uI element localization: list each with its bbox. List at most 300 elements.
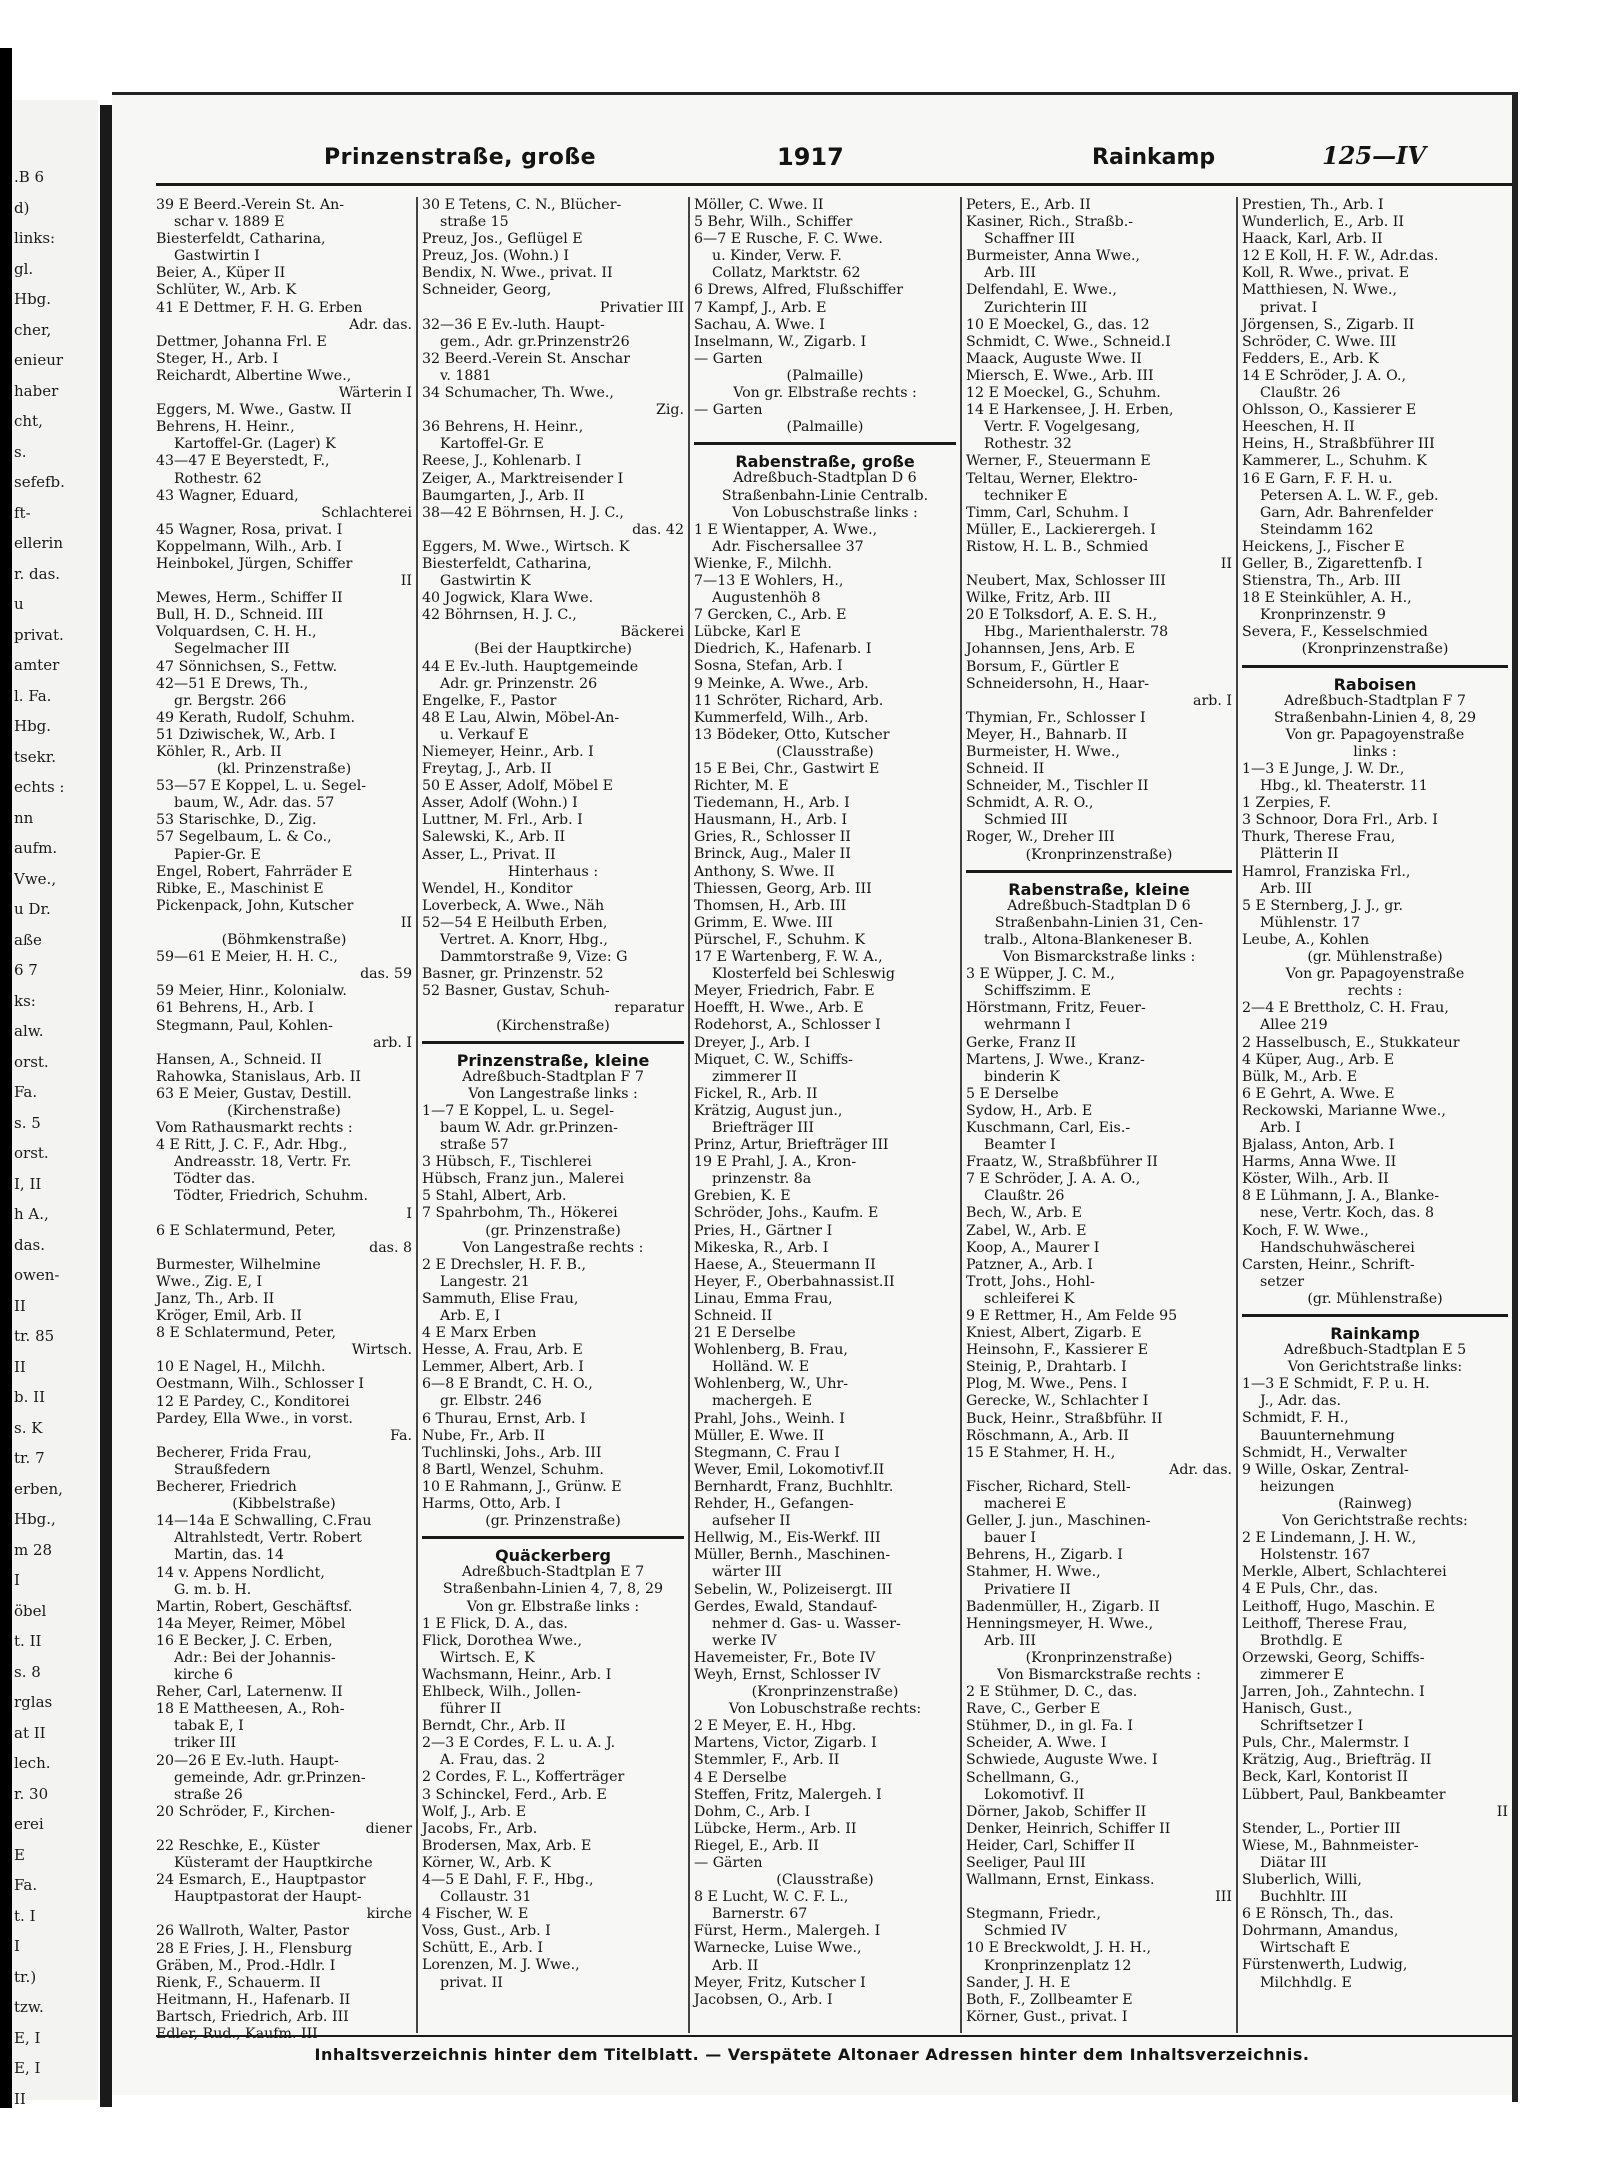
resident-entry: Wachsmann, Heinr., Arb. I <box>422 1666 612 1683</box>
resident-entry-continuation: Mühlenstr. 17 <box>1260 914 1361 931</box>
resident-entry-continuation: heizungen <box>1260 1478 1335 1495</box>
resident-entry: Behrens, H., Zigarb. I <box>966 1547 1123 1564</box>
previous-page-text: aufm. <box>14 839 58 857</box>
resident-entry: Diedrich, K., Hafenarb. I <box>694 641 872 658</box>
resident-entry: Rave, C., Gerber E <box>966 1701 1101 1718</box>
column-divider <box>688 197 690 2033</box>
house-number-entry: 59—61 E Meier, H. H. C., <box>156 949 338 966</box>
house-number-entry: 7 Gercken, C., Arb. E <box>694 607 847 624</box>
resident-entry-continuation: bauer I <box>984 1530 1036 1547</box>
resident-entry-continuation: Tödter, Friedrich, Schuhm. <box>174 1188 368 1205</box>
column-divider <box>1236 197 1238 2033</box>
resident-entry: Eggers, M. Wwe., Gastw. II <box>156 402 352 419</box>
resident-entry-continuation: Buchhltr. III <box>1260 1889 1348 1906</box>
column-2 <box>422 197 684 2033</box>
house-number-entry: 15 E Bei, Chr., Gastwirt E <box>694 761 880 777</box>
previous-page-text: Vwe., <box>14 869 57 888</box>
cross-street-note: (gr. Mühlenstraße) <box>1307 1290 1443 1307</box>
footer-rule <box>156 2035 1516 2037</box>
house-number-entry: 47 Sönnichsen, S., Fettw. <box>156 658 338 675</box>
house-number-entry: 9 E Rettmer, H., Am Felde 95 <box>966 1308 1178 1324</box>
resident-entry: Martin, Robert, Geschäftsf. <box>156 1598 353 1615</box>
resident-entry: Ristow, H. L. B., Schmied <box>966 538 1149 555</box>
resident-entry-continuation: straße 57 <box>440 1137 509 1154</box>
resident-entry-continuation: Altrahlstedt, Vertr. Robert <box>174 1530 362 1547</box>
resident-entry-continuation: baum, W., Adr. das. 57 <box>174 795 335 812</box>
resident-entry: Möller, C. Wwe. II <box>694 197 824 213</box>
resident-entry: Koppelmann, Wilh., Arb. I <box>156 538 342 555</box>
resident-entry: Harms, Otto, Arb. I <box>422 1496 561 1513</box>
house-number-entry: 14 E Harkensee, J. H. Erben, <box>966 402 1174 419</box>
scan-right-edge <box>1512 92 1518 2102</box>
resident-entry-continuation: Privatiere II <box>984 1581 1071 1598</box>
scan-top-margin <box>0 0 1600 48</box>
resident-entry: Wunderlich, E., Arb. II <box>1242 214 1404 231</box>
resident-entry-continuation: Briefträger III <box>712 1119 814 1136</box>
resident-entry: Plog, M. Wwe., Pens. I <box>966 1376 1128 1393</box>
resident-entry: Badenmüller, H., Zigarb. II <box>966 1598 1160 1615</box>
resident-entry-continuation: gr. Elbstr. 246 <box>440 1393 542 1410</box>
resident-entry: Preuz, Jos., Geflügel E <box>422 231 583 248</box>
resident-entry: Zabel, W., Arb. E <box>966 1222 1087 1239</box>
house-number-entry: 20—26 E Ev.-luth. Haupt- <box>156 1752 339 1769</box>
resident-entry: Köhler, R., Arb. II <box>156 744 282 760</box>
resident-entry-continuation: Privatier III <box>599 299 684 316</box>
resident-entry: Thurk, Therese Frau, <box>1242 829 1396 846</box>
resident-entry-continuation: Allee 219 <box>1260 1017 1328 1034</box>
previous-page-text: u <box>14 595 24 613</box>
resident-entry-continuation: Wirtsch. <box>351 1342 412 1359</box>
resident-entry: Sammuth, Elise Frau, <box>422 1290 579 1307</box>
resident-entry-continuation: machergeh. E <box>712 1393 813 1410</box>
resident-entry-continuation: u. Verkauf E <box>440 726 529 743</box>
previous-page-text: s. 5 <box>14 1113 41 1132</box>
resident-entry: Wallmann, Ernst, Einkass. <box>966 1872 1155 1889</box>
resident-entry: Freytag, J., Arb. II <box>422 761 552 778</box>
resident-entry-continuation: nehmer d. Gas- u. Wasser- <box>712 1615 901 1632</box>
resident-entry: Prahl, Johs., Weinh. I <box>694 1410 845 1427</box>
resident-entry-continuation: Adr. das. <box>1169 1461 1232 1478</box>
house-number-entry: 4 E Puls, Chr., das. <box>1242 1581 1378 1598</box>
house-number-entry: 30 E Tetens, C. N., Blücher- <box>422 197 622 213</box>
resident-entry: Burmeister, Anna Wwe., <box>966 248 1140 265</box>
house-number-entry: 20 E Tolksdorf, A. E. S. H., <box>966 607 1158 624</box>
house-number-entry: 39 E Beerd.-Verein St. An- <box>156 197 345 213</box>
resident-entry: Rienk, F., Schauerm. II <box>156 1974 321 1991</box>
cross-street-note: Von Langestraße links : <box>468 1085 638 1102</box>
resident-entry: Körner, Gust., privat. I <box>966 2008 1128 2025</box>
resident-entry: Hesse, A. Frau, Arb. E <box>422 1342 583 1359</box>
resident-entry-continuation: Schlachterei <box>321 504 412 521</box>
resident-entry-continuation: Arb. III <box>984 265 1036 282</box>
house-number-entry: 7 E Schröder, J. A. A. O., <box>966 1171 1141 1188</box>
cross-street-note: (Palmaille) <box>786 419 864 436</box>
house-number-entry: 32 Beerd.-Verein St. Anschar <box>422 350 631 367</box>
resident-entry-continuation: kirche <box>366 1906 412 1923</box>
cross-street-note: (Rainweg) <box>1338 1495 1412 1512</box>
resident-entry-continuation: macherei E <box>984 1496 1066 1513</box>
street-heading: Quäckerberg <box>495 1546 611 1566</box>
house-number-entry: 6—7 E Rusche, F. C. Wwe. <box>694 231 883 248</box>
previous-page-text: das. <box>14 1235 46 1254</box>
resident-entry: Scheider, A. Wwe. I <box>966 1735 1107 1752</box>
house-number-entry: 41 E Dettmer, F. H. G. Erben <box>156 299 363 316</box>
resident-entry: Steger, H., Arb. I <box>156 350 279 367</box>
resident-entry: Wiese, M., Bahnmeister- <box>1242 1837 1419 1854</box>
previous-page-text: Hbg., <box>14 1510 56 1528</box>
house-number-entry: 2 E Lindemann, J. H. W., <box>1242 1530 1417 1547</box>
house-number-entry: 34 Schumacher, Th. Wwe., <box>422 385 614 402</box>
resident-entry: Martens, J. Wwe., Kranz- <box>966 1051 1145 1068</box>
resident-entry: Kasiner, Rich., Straßb.- <box>966 214 1134 231</box>
resident-entry-continuation: Schaffner III <box>984 231 1075 248</box>
resident-entry-continuation: kirche 6 <box>174 1667 233 1684</box>
cross-street-note: (Böhmkenstraße) <box>221 932 347 949</box>
resident-entry-continuation: techniker E <box>984 487 1068 504</box>
resident-entry: Fischer, Richard, Stell- <box>966 1478 1131 1495</box>
house-number-entry: 14 E Schröder, J. A. O., <box>1242 367 1406 384</box>
cross-street-note: Von gr. Elbstraße rechts : <box>733 385 917 402</box>
house-number-entry: 24 Esmarch, E., Hauptpastor <box>156 1872 366 1889</box>
previous-page-text: haber <box>14 381 59 400</box>
resident-entry: Peters, E., Arb. II <box>966 197 1091 213</box>
house-number-entry: 6 Thurau, Ernst, Arb. I <box>422 1410 586 1427</box>
house-number-entry: 42—51 E Drews, Th., <box>156 675 309 692</box>
column-5 <box>1242 197 1508 2033</box>
previous-page-text: m 28 <box>14 1540 53 1559</box>
previous-page-text: s. K <box>14 1418 43 1437</box>
resident-entry-continuation: Adr. das. <box>349 316 412 333</box>
resident-entry: Merkle, Albert, Schlachterei <box>1242 1564 1447 1581</box>
page-header <box>112 141 1512 181</box>
resident-entry-continuation: Claußtr. 26 <box>984 1188 1065 1205</box>
house-number-entry: 2—4 E Brettholz, C. H. Frau, <box>1242 1000 1449 1017</box>
resident-entry: Miersch, E. Wwe., Arb. III <box>966 367 1154 384</box>
resident-entry: Wienke, F., Milchh. <box>694 555 832 572</box>
resident-entry: Asser, Adolf (Wohn.) I <box>422 795 578 812</box>
resident-entry-continuation: Wärterin I <box>338 385 412 402</box>
resident-entry: Jarren, Joh., Zahntechn. I <box>1242 1683 1425 1700</box>
resident-entry: Grimm, E. Wwe. III <box>694 914 833 931</box>
house-number-entry: 53—57 E Koppel, L. u. Segel- <box>156 778 367 795</box>
resident-entry: Haese, A., Steuermann II <box>694 1256 876 1273</box>
previous-page-text: erben, <box>14 1479 63 1498</box>
resident-entry: Lübbert, Paul, Bankbeamter <box>1242 1786 1446 1803</box>
resident-entry: Mewes, Herm., Schiffer II <box>156 590 343 607</box>
house-number-entry: 4 E Derselbe <box>694 1769 787 1786</box>
previous-page-text: ellerin <box>14 534 63 552</box>
previous-page-text: .B 6 <box>14 168 45 186</box>
resident-entry: Hamrol, Franziska Frl., <box>1242 863 1411 880</box>
resident-entry: Wohlenberg, W., Uhr- <box>694 1376 849 1393</box>
previous-page-text: s. 8 <box>14 1662 41 1681</box>
resident-entry-continuation: Arb. E, I <box>440 1308 501 1324</box>
resident-entry: Schmidt, F. H., <box>1242 1410 1349 1427</box>
resident-entry-continuation: v. 1881 <box>440 367 492 384</box>
resident-entry: Riegel, E., Arb. II <box>694 1837 819 1854</box>
house-number-entry: 18 E Steinkühler, A. H., <box>1242 590 1412 607</box>
resident-entry: Meyer, Fritz, Kutscher I <box>694 1974 866 1991</box>
resident-entry-continuation: schar v. 1889 E <box>174 214 285 231</box>
resident-entry: Schröder, Johs., Kaufm. E <box>694 1205 879 1222</box>
resident-entry: Trott, Johs., Hohl- <box>966 1273 1095 1290</box>
resident-entry-continuation: Arb. III <box>984 1632 1036 1649</box>
resident-entry-continuation: straße 15 <box>440 214 509 231</box>
resident-entry-continuation: Zurichterin III <box>984 299 1088 316</box>
resident-entry-continuation: arb. I <box>373 1034 412 1051</box>
resident-entry-continuation: Brothdlg. E <box>1260 1632 1343 1649</box>
previous-page-text: d) <box>14 198 30 217</box>
resident-entry: Schneidersohn, H., Haar- <box>966 675 1150 692</box>
resident-entry: Preuz, Jos. (Wohn.) I <box>422 248 570 265</box>
resident-entry: Schneid. II <box>694 1308 773 1324</box>
resident-entry: Beier, A., Küper II <box>156 265 286 282</box>
resident-entry-continuation: diener <box>365 1820 412 1837</box>
resident-entry: Maack, Auguste Wwe. II <box>966 350 1142 367</box>
resident-entry: Pries, H., Gärtner I <box>694 1222 833 1239</box>
resident-entry: Stender, L., Portier III <box>1242 1820 1401 1837</box>
street-heading: Rainkamp <box>1330 1324 1420 1343</box>
resident-entry: Martens, Victor, Zigarb. I <box>694 1735 877 1752</box>
resident-entry-continuation: Petersen A. L. W. F., geb. <box>1260 487 1439 504</box>
resident-entry-continuation: Wirtschaft E <box>1260 1940 1350 1957</box>
resident-entry-continuation: Zig. <box>656 402 684 419</box>
house-number-entry: 40 Jogwick, Klara Wwe. <box>422 590 594 607</box>
house-number-entry: 4 E Marx Erben <box>422 1325 537 1342</box>
resident-entry: Stegmann, C. Frau I <box>694 1444 840 1461</box>
house-number-entry: 20 Schröder, F., Kirchen- <box>156 1803 335 1820</box>
house-number-entry: 43—47 E Beyerstedt, F., <box>156 453 330 470</box>
resident-entry: Weyh, Ernst, Schlosser IV <box>694 1666 881 1683</box>
cross-street-note: Von Bismarckstraße links : <box>1002 949 1196 966</box>
resident-entry: Dohm, C., Arb. I <box>694 1803 811 1820</box>
resident-entry: Borsum, F., Gürtler E <box>966 658 1120 675</box>
resident-entry: — Garten <box>694 350 763 367</box>
house-number-entry: 7 Spahrbohm, Th., Hökerei <box>422 1205 618 1222</box>
house-number-entry: 3 Hübsch, F., Tischlerei <box>422 1154 592 1171</box>
resident-entry: Bech, W., Arb. E <box>966 1205 1083 1222</box>
house-number-entry: 1 E Wientapper, A. Wwe., <box>694 521 878 538</box>
resident-entry-continuation: Dammtorstraße 9, Vize: G <box>440 949 628 966</box>
house-number-entry: 6 E Gehrt, A. Wwe. E <box>1242 1085 1395 1102</box>
previous-page-text: E <box>14 1845 25 1864</box>
cross-street-note: Adreßbuch-Stadtplan E 5 <box>1283 1342 1467 1359</box>
resident-entry: Wilke, Fritz, Arb. III <box>966 590 1111 607</box>
house-number-entry: 14 v. Appens Nordlicht, <box>156 1564 325 1581</box>
resident-entry: Burmester, Wilhelmine <box>156 1256 321 1273</box>
resident-entry-continuation: Schiffszimm. E <box>984 983 1091 1000</box>
house-number-entry: 6 E Rönsch, Th., das. <box>1242 1906 1394 1923</box>
resident-entry: Schneid. II <box>966 761 1045 778</box>
resident-entry-continuation: Langestr. 21 <box>440 1273 530 1290</box>
cross-street-note: Von Gerichtstraße links: <box>1287 1359 1463 1376</box>
resident-entry-continuation: Tödter das. <box>174 1171 256 1188</box>
house-number-entry: 4 E Ritt, J. C. F., Adr. Hbg., <box>156 1137 348 1154</box>
resident-entry-continuation: III <box>1215 1889 1232 1906</box>
section-rule <box>422 1041 684 1052</box>
resident-entry: Dreyer, J., Arb. I <box>694 1034 811 1051</box>
resident-entry-continuation: G. m. b. H. <box>174 1581 252 1598</box>
house-number-entry: 2 E Meyer, E. H., Hbg. <box>694 1718 857 1735</box>
previous-page-text: öbel <box>14 1601 47 1620</box>
resident-entry: Tuchlinski, Johs., Arb. III <box>422 1444 602 1461</box>
resident-entry-continuation: Barnerstr. 67 <box>712 1906 808 1923</box>
resident-entry: Müller, E., Lackierergeh. I <box>966 521 1156 538</box>
resident-entry-continuation: Handschuhwäscherei <box>1260 1239 1415 1256</box>
resident-entry: Heitmann, H., Hafenarb. II <box>156 1991 351 2008</box>
resident-entry-continuation: triker III <box>174 1735 237 1752</box>
resident-entry: Meyer, Friedrich, Fabr. E <box>694 983 875 1000</box>
house-number-entry: 16 E Garn, F. F. H. u. <box>1242 470 1393 487</box>
resident-entry: Heider, Carl, Schiffer II <box>966 1837 1135 1854</box>
resident-entry: Jacobsen, O., Arb. I <box>694 1991 833 2008</box>
house-number-entry: 10 E Nagel, H., Milchh. <box>156 1359 326 1376</box>
resident-entry: Schneider, Georg, <box>422 282 552 299</box>
header-left-street: Prinzenstraße, große <box>324 145 597 170</box>
resident-entry: Lübcke, Herm., Arb. II <box>694 1820 857 1837</box>
previous-page-text: orst. <box>14 1052 49 1071</box>
cross-street-note: Straßenbahn-Linien 4, 7, 8, 29 <box>442 1581 664 1598</box>
resident-entry: Reher, Carl, Laternenw. II <box>156 1684 343 1701</box>
resident-entry: Pürschel, F., Schuhm. K <box>694 931 866 948</box>
house-number-entry: 10 E Moeckel, G., das. 12 <box>966 316 1150 333</box>
previous-page-text: E, I <box>14 2059 41 2077</box>
cross-street-note: Von Gerichtstraße rechts: <box>1282 1513 1468 1530</box>
cross-street-note: Von Lobuschstraße links : <box>732 504 918 521</box>
resident-entry: Koll, R. Wwe., privat. E <box>1242 265 1410 282</box>
house-number-entry: 28 E Fries, J. H., Flensburg <box>156 1940 353 1957</box>
resident-entry-continuation: Holländ. W. E <box>712 1359 810 1376</box>
resident-entry-continuation: Schriftsetzer I <box>1260 1718 1364 1735</box>
resident-entry-continuation: Bäckerei <box>620 624 684 641</box>
resident-entry-continuation: II <box>400 573 412 590</box>
section-rule <box>1242 665 1508 676</box>
resident-entry: Inselmann, W., Zigarb. I <box>694 333 867 350</box>
resident-entry: Miquet, C. W., Schiffs- <box>694 1051 853 1068</box>
page-footer-note: Inhaltsverzeichnis hinter dem Titelblatt. — Verspätete Altonaer Adressen hinter dem Inhaltsverzeichnis. <box>314 2045 1310 2064</box>
resident-entry-continuation: baum W. Adr. gr.Prinzen- <box>440 1119 618 1136</box>
resident-entry: Biesterfeldt, Catharina, <box>422 555 592 572</box>
resident-entry: Becherer, Friedrich <box>156 1479 297 1496</box>
resident-entry: Steffen, Fritz, Malergeh. I <box>694 1786 882 1803</box>
resident-entry: Koch, F. W. Wwe., <box>1242 1222 1369 1239</box>
resident-entry: Leithoff, Therese Frau, <box>1242 1615 1408 1632</box>
cross-street-note: links : <box>1353 743 1397 760</box>
previous-page-text: cher, <box>14 320 52 339</box>
resident-entry: Röschmann, A., Arb. II <box>966 1427 1129 1444</box>
column-1 <box>156 197 412 2033</box>
resident-entry: Thomsen, H., Arb. III <box>694 897 847 914</box>
previous-page-text: lech. <box>14 1754 51 1772</box>
resident-entry: Basner, gr. Prinzenstr. 52 <box>422 966 604 983</box>
cross-street-note: Hinterhaus : <box>507 863 599 880</box>
house-number-entry: 2 Hasselbusch, E., Stukkateur <box>1242 1034 1460 1051</box>
resident-entry-continuation: straße 26 <box>174 1786 243 1803</box>
house-number-entry: 2 E Stühmer, D. C., das. <box>966 1684 1138 1701</box>
resident-entry: Nube, Fr., Arb. II <box>422 1427 545 1444</box>
cross-street-note: (Clausstraße) <box>776 1872 874 1889</box>
house-number-entry: 6—8 E Brandt, C. H. O., <box>422 1376 593 1393</box>
resident-entry: Seeliger, Paul III <box>966 1855 1086 1871</box>
resident-entry-continuation: Collaustr. 31 <box>440 1889 532 1906</box>
resident-entry: Berndt, Chr., Arb. II <box>422 1718 566 1735</box>
house-number-entry: 53 Starischke, D., Zig. <box>156 812 317 829</box>
previous-page-text: I <box>14 1571 20 1589</box>
resident-entry: Thymian, Fr., Schlosser I <box>966 709 1146 726</box>
house-number-entry: 2 Cordes, F. L., Kofferträger <box>422 1769 625 1786</box>
resident-entry-continuation: Wirtsch. E, K <box>440 1649 535 1666</box>
house-number-entry: 5 E Sternberg, J. J., gr. <box>1242 897 1404 914</box>
resident-entry: Asser, L., Privat. II <box>422 846 556 863</box>
resident-entry-continuation: binderin K <box>984 1068 1060 1085</box>
resident-entry: Linau, Emma Frau, <box>694 1290 833 1307</box>
resident-entry: Burmeister, H. Wwe., <box>966 744 1120 760</box>
resident-entry-continuation: wärter III <box>712 1564 782 1581</box>
previous-page-text: E, I <box>14 2028 41 2047</box>
resident-entry-continuation: tabak E, I <box>174 1718 244 1735</box>
resident-entry: Tiedemann, H., Arb. I <box>694 795 850 812</box>
resident-entry: Bendix, N. Wwe., privat. II <box>422 265 613 282</box>
previous-page-text: ft- <box>14 503 31 522</box>
resident-entry: Sluberlich, Willi, <box>1242 1872 1362 1888</box>
resident-entry-continuation: das. 8 <box>369 1239 412 1256</box>
house-number-entry: 61 Behrens, H., Arb. I <box>156 1000 314 1017</box>
resident-entry: Heeschen, H. II <box>1242 419 1355 436</box>
resident-entry: Gries, R., Schlosser II <box>694 829 851 846</box>
resident-entry-continuation: Beamter I <box>984 1137 1056 1154</box>
resident-entry: Heinbokel, Jürgen, Schiffer <box>156 555 353 572</box>
previous-page-text: sefefb. <box>14 473 65 491</box>
resident-entry: Orzewski, Georg, Schiffs- <box>1242 1649 1425 1666</box>
house-number-entry: 5 Stahl, Albert, Arb. <box>422 1188 567 1205</box>
previous-page-text: nn <box>14 808 34 827</box>
cross-street-note: (Kronprinzenstraße) <box>1301 641 1449 658</box>
house-number-entry: 51 Dziwischek, W., Arb. I <box>156 726 336 743</box>
cross-street-note: (Bei der Hauptkirche) <box>474 641 632 658</box>
house-number-entry: 57 Segelbaum, L. & Co., <box>156 829 332 846</box>
house-number-entry: 43 Wagner, Eduard, <box>156 487 299 504</box>
resident-entry: Müller, Bernh., Maschinen- <box>694 1547 891 1564</box>
resident-entry-continuation: Schmied III <box>984 812 1068 829</box>
cross-street-note: Straßenbahn-Linien 31, Cen- <box>994 914 1204 931</box>
house-number-entry: 10 E Rahmann, J., Grünw. E <box>422 1478 622 1495</box>
book-gutter <box>100 105 112 2107</box>
resident-entry: Richter, M. E <box>694 778 789 795</box>
resident-entry: Prinz, Artur, Briefträger III <box>694 1137 889 1154</box>
resident-entry: Schellmann, G., <box>966 1769 1080 1786</box>
resident-entry: Kniest, Albert, Zigarb. E <box>966 1325 1142 1342</box>
resident-entry: Henningsmeyer, H. Wwe., <box>966 1615 1154 1632</box>
house-number-entry: 48 E Lau, Alwin, Möbel-An- <box>422 709 620 726</box>
resident-entry-continuation: Kartoffel-Gr. E <box>440 436 544 453</box>
resident-entry: Krätzig, August jun., <box>694 1102 843 1119</box>
previous-page-text: privat. <box>14 625 64 644</box>
resident-entry: Fickel, R., Arb. II <box>694 1085 818 1102</box>
resident-entry: Engel, Robert, Fahrräder E <box>156 863 353 880</box>
resident-entry: Sebelin, W., Polizeisergt. III <box>694 1581 893 1598</box>
resident-entry: — Garten <box>694 402 763 419</box>
directory-page <box>112 92 1512 2095</box>
previous-page-text: 6 7 <box>14 961 38 979</box>
street-heading: Prinzenstraße, kleine <box>456 1050 650 1070</box>
previous-page-text: aße <box>14 930 42 949</box>
resident-entry-continuation: Rothestr. 62 <box>174 470 262 487</box>
resident-entry: Lübcke, Karl E <box>694 624 801 641</box>
header-rule <box>156 183 1516 186</box>
house-number-entry: 36 Behrens, H. Heinr., <box>422 419 584 436</box>
cross-street-note: Adreßbuch-Stadtplan D 6 <box>733 470 917 487</box>
resident-entry: Bull, H. D., Schneid. III <box>156 607 324 624</box>
